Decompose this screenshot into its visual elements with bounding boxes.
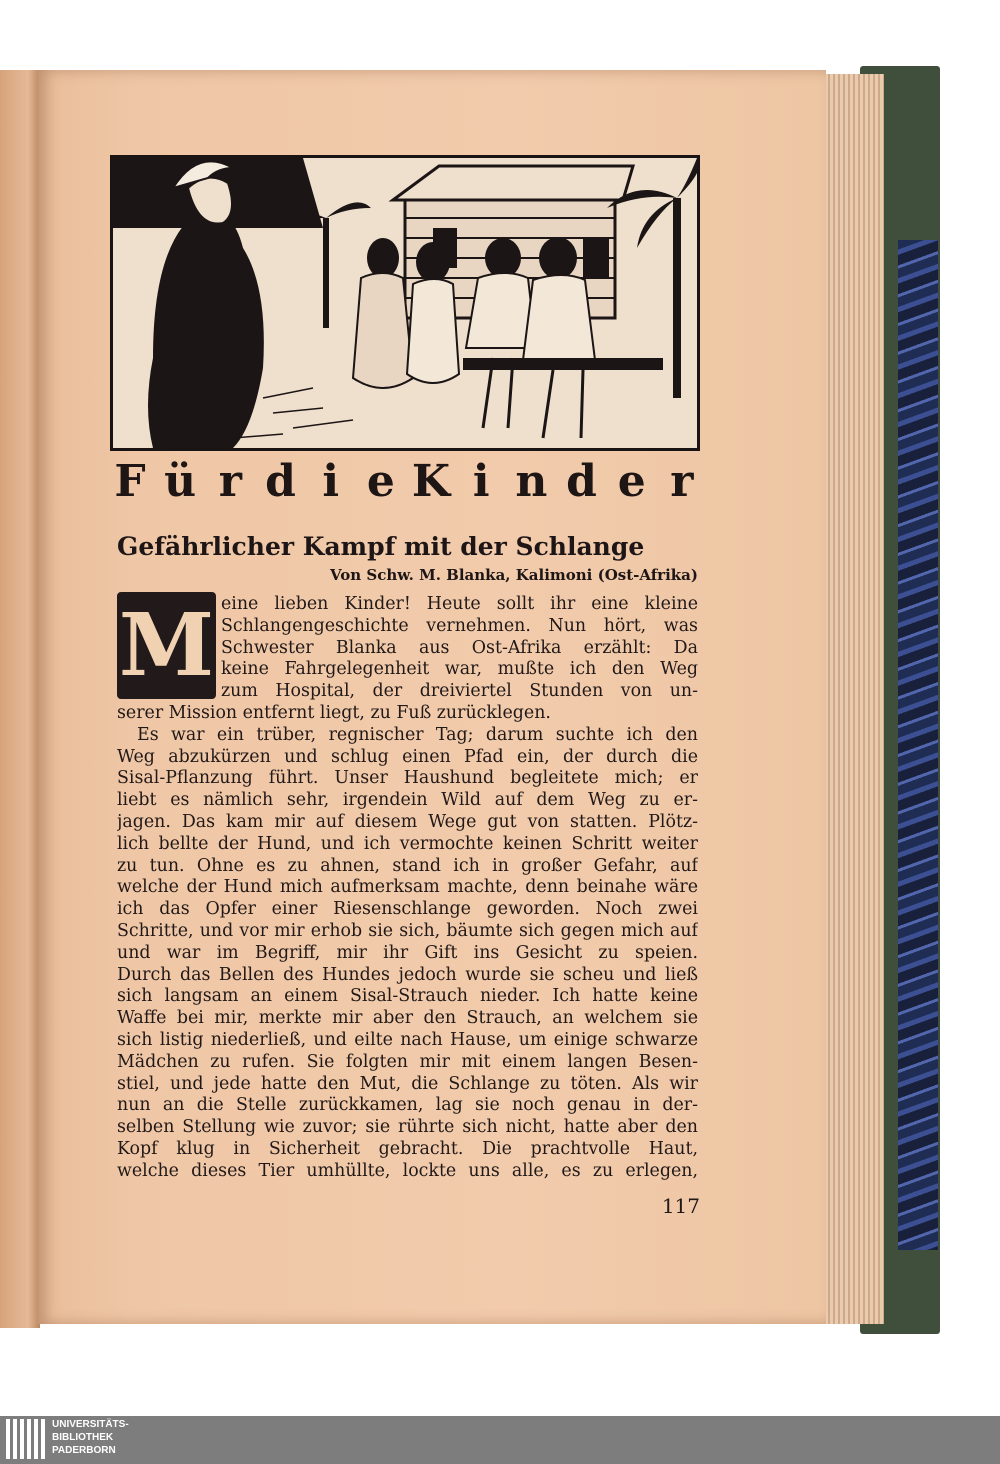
heading-letter: n [515,455,548,507]
text-line: Es war ein trüber, regnischer Tag; darum suchte ich den [137,724,698,745]
text-line: selben Stellung wie zuvor; sie rührte sich nicht, hatte aber den [117,1117,698,1138]
library-logo-icon [6,1419,46,1459]
story-byline: Von Schw. M. Blanka, Kalimoni (Ost-Afrika) [330,566,698,584]
library-name-line: UNIVERSITÄTS- [52,1419,129,1430]
text-line: jagen. Das kam mir auf diesem Wege gut von statten. Plötz- [117,811,698,832]
text-line: Kopf klug in Sicherheit gebracht. Die prachtvolle Haut, [117,1138,698,1159]
page-number: 117 [661,1194,700,1218]
text-line: Schwester Blanka aus Ost-Afrika erzählt: Da [221,637,698,658]
text-line: stiel, und jede hatte den Mut, die Schlange zu töten. Als wir [117,1073,698,1094]
ornamental-initial: M [117,592,216,699]
text-line: nun an die Stelle zurückkamen, lag sie noch genau in der- [117,1095,698,1116]
section-heading [110,456,702,506]
heading-letter: r [218,455,242,507]
text-line: zum Hospital, der dreiviertel Stunden von un- [221,681,698,702]
text-line: Schlangengeschichte vernehmen. Nun hört, was [221,615,698,636]
story-title: Gefährlicher Kampf mit der Schlange [117,532,645,561]
story-body [117,594,698,1183]
text-line: Weg abzukürzen und schlug einen Pfad ein, der durch die [117,746,698,767]
heading-letter: d [566,455,597,507]
left-page-edge [0,70,40,1328]
text-line: lich bellte der Hund, und ich vermochte keinen Schritt weiter [117,833,698,854]
text-line: sich langsam an einem Sisal-Strauch nieder. Ich hatte keine [117,986,698,1007]
text-line: keine Fahrgelegenheit war, mußte ich den Weg [221,659,698,680]
text-line: und war im Begriff, mir ihr Gift ins Gesicht zu speien. [117,942,698,963]
heading-letter: e [617,455,646,507]
text-line: liebt es nämlich sehr, irgendein Wild auf dem Weg zu er- [117,790,698,811]
heading-letter: i [322,455,340,507]
text-line: sich listig niederließ, und eilte nach Hause, um einige schwarze [117,1029,698,1050]
text-line: ich das Opfer einer Riesenschlange geworden. Noch zwei [117,899,698,920]
text-line: Waffe bei mir, merkte mir aber den Strauch, an welchem sie [117,1008,698,1029]
heading-letter: r [670,455,694,507]
heading-letter: K [411,455,451,507]
heading-letter: ü [164,455,197,507]
library-name-line: PADERBORN [52,1445,116,1456]
page-stack-edge [820,74,884,1324]
text-line: Sisal-Pflanzung führt. Unser Haushund begleitete mich; er [117,768,698,789]
text-line: serer Mission entfernt liegt, zu Fuß zurücklegen. [117,702,551,723]
heading-letter: d [265,455,296,507]
heading-letter: F [114,455,146,507]
heading-letter: e [366,455,395,507]
illustration-drawing [113,158,697,448]
heading-letter: i [472,455,490,507]
library-name-line: BIBLIOTHEK [52,1432,114,1443]
text-line: welche der Hund mich aufmerksam machte, denn beinahe wäre [117,877,698,898]
text-line: Schritte, und vor mir erhob sie sich, bäumte sich gegen mich auf [117,920,698,941]
text-line: eine lieben Kinder! Heute sollt ihr eine kleine [221,594,698,614]
text-line: Durch das Bellen des Hundes jedoch wurde sie scheu und ließ [117,964,698,985]
library-name [52,1418,192,1457]
text-line: welche dieses Tier umhüllte, lockte uns alle, es zu erlegen, [117,1160,698,1181]
nun-with-children-illustration [110,155,700,451]
text-line: Mädchen zu rufen. Sie folgten mir mit einem langen Besen- [117,1051,698,1072]
marbled-endpaper [898,240,938,1250]
text-line: zu tun. Ohne es zu ahnen, stand ich in großer Gefahr, auf [117,855,698,876]
